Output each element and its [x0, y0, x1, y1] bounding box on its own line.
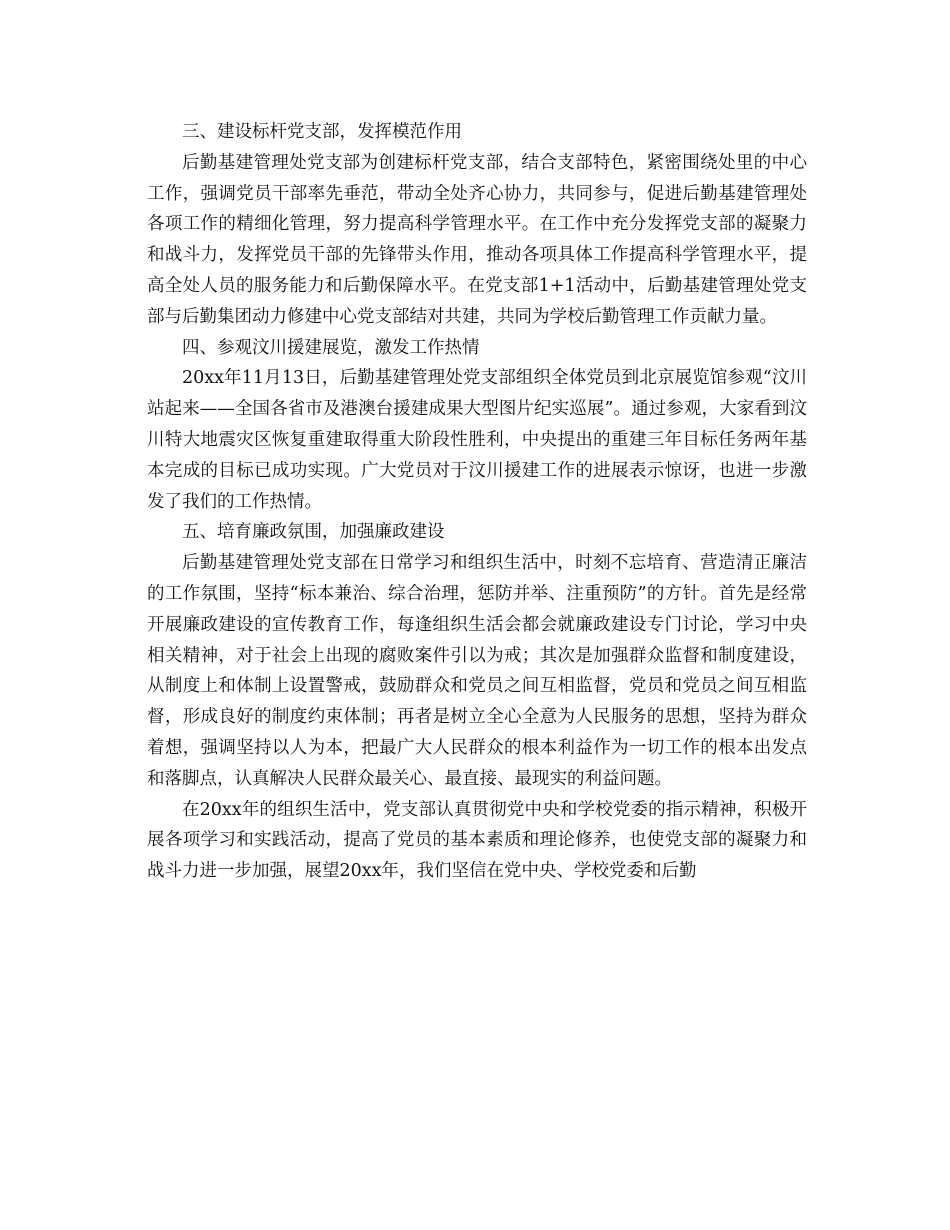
- paragraph: 后勤基建管理处党支部在日常学习和组织生活中，时刻不忘培育、营造清正廉洁的工作氛围，坚持“标本兼治、综合治理，惩防并举、注重预防”的方针。首先是经常开展廉政建设的宣传教育工作，每逢组织生活会都会就廉政建设专门讨论，学习中央相关精神，对于社会上出现的腐败案件引以为戒；其次是加强群众监督和制度建设，从制度上和体制上设置警戒，鼓励群众和党员之间互相监督，党员和党员之间互相监督，形成良好的制度约束体制；再者是树立全心全意为人民服务的思想，坚持为群众着想，强调坚持以人为本，把最广大人民群众的根本利益作为一切工作的根本出发点和落脚点，认真解决人民群众最关心、最直接、最现实的利益问题。: [147, 553, 807, 789]
- paragraph: 后勤基建管理处党支部为创建标杆党支部，结合支部特色，紧密围绕处里的中心工作，强调党员干部率先垂范，带动全处齐心协力，共同参与，促进后勤基建管理处各项工作的精细化管理，努力提高科学管理水平。在工作中充分发挥党支部的凝聚力和战斗力，发挥党员干部的先锋带头作用，推动各项具体工作提高科学管理水平，提高全处人员的服务能力和后勤保障水平。在党支部1+1活动中，后勤基建管理处党支部与后勤集团动力修建中心党支部结对共建，共同为学校后勤管理工作贡献力量。: [147, 152, 807, 327]
- document-body: [147, 117, 807, 887]
- paragraph: 20xx年11月13日，后勤基建管理处党支部组织全体党员到北京展览馆参观“汶川站起来——全国各省市及港澳台援建成果大型图片纪实巡展”。通过参观，大家看到汶川特大地震灾区恢复重建取得重大阶段性胜利，中央提出的重建三年目标任务两年基本完成的目标已成功实现。广大党员对于汶川援建工作的进展表示惊讶，也进一步激发了我们的工作热情。: [147, 368, 807, 512]
- section-heading-5: 五、培育廉政氛围，加强廉政建设: [182, 522, 445, 543]
- section-heading-3: 三、建设标杆党支部，发挥模范作用: [182, 122, 462, 142]
- paragraph: 在20xx年的组织生活中，党支部认真贯彻党中央和学校党委的指示精神，积极开展各项学习和实践活动，提高了党员的基本素质和理论修养，也使党支部的凝聚力和战斗力进一步加强，展望20xx年，我们坚信在党中央、学校党委和后勤: [147, 799, 807, 882]
- section-heading-4: 四、参观汶川援建展览，激发工作热情: [182, 337, 480, 358]
